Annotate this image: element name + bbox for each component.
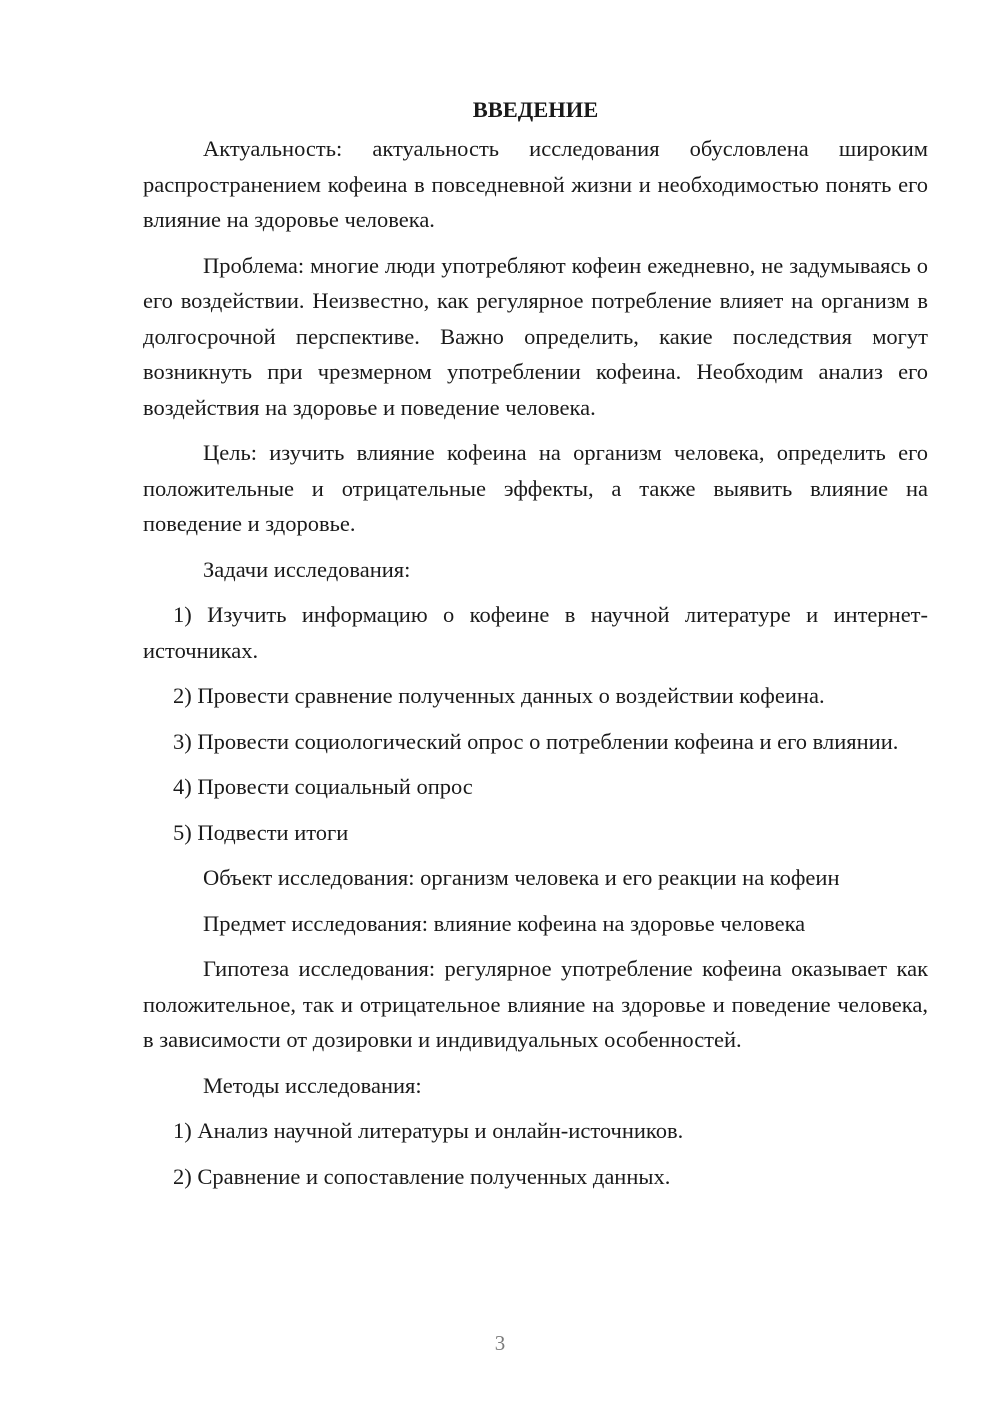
document-body — [143, 92, 928, 1204]
task-item-3: 3) Провести социологический опрос о потреблении кофеина и его влиянии. — [173, 728, 899, 754]
task-item-4: 4) Провести социальный опрос — [173, 774, 473, 799]
task-item-5: 5) Подвести итоги — [173, 819, 349, 845]
relevance-paragraph: Актуальность: актуальность исследования обусловлена широким распространением кофеина в повседневной жизни и необходимостью понять его влияние на здоровье человека. — [143, 136, 928, 232]
task-item-1: 1) Изучить информацию о кофеине в научной литературе и интернет-источниках. — [143, 602, 928, 663]
section-heading: ВВЕДЕНИЕ — [472, 97, 599, 122]
method-item-2: 2) Сравнение и сопоставление полученных данных. — [173, 1163, 671, 1189]
page-number: 3 — [494, 1331, 506, 1355]
hypothesis-paragraph: Гипотеза исследования: регулярное употребление кофеина оказывает как положительное, так и отрицательное влияние на здоровье и поведение человека, в зависимости от дозировки и индивидуальных особенностей. — [143, 956, 928, 1052]
tasks-title: Задачи исследования: — [203, 556, 411, 582]
goal-paragraph: Цель: изучить влияние кофеина на организм человека, определить его положительные и отрицательные эффекты, а также выявить влияние на поведение и здоровье. — [143, 440, 928, 536]
object-paragraph: Объект исследования: организм человека и его реакции на кофеин — [203, 865, 840, 890]
method-item-1: 1) Анализ научной литературы и онлайн-источников. — [173, 1118, 684, 1143]
task-item-2: 2) Провести сравнение полученных данных о воздействии кофеина. — [173, 683, 825, 708]
methods-title: Методы исследования: — [203, 1072, 422, 1098]
subject-paragraph: Предмет исследования: влияние кофеина на здоровье человека — [203, 910, 806, 936]
problem-paragraph: Проблема: многие люди употребляют кофеин ежедневно, не задумываясь о его воздействии. Неизвестно, как регулярное потребление влияет на организм в долгосрочной перспективе. Важно определить, какие последствия могут возникнуть при чрезмерном употреблении кофеина. Необходим анализ его воздействия на здоровье и поведение человека. — [143, 252, 928, 420]
